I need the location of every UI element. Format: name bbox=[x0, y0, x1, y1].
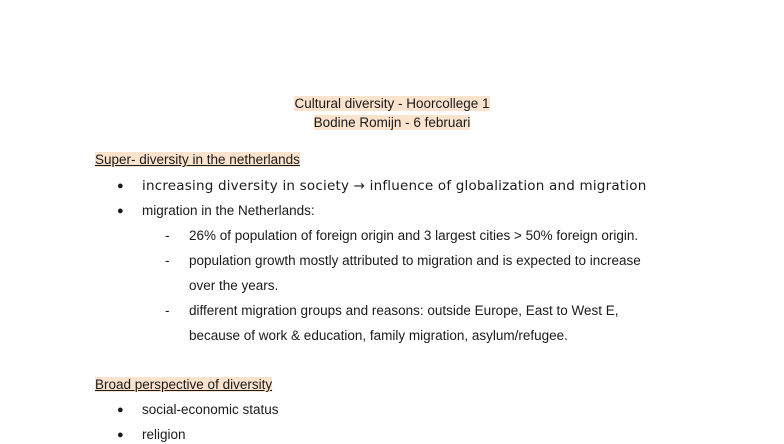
dash-icon: - bbox=[165, 303, 170, 318]
sub-list-item-text: population growth mostly attributed to migration and is expected to increase bbox=[189, 253, 641, 268]
section-heading-text: Broad perspective of diversity bbox=[95, 377, 273, 392]
bullet-icon: ● bbox=[117, 404, 124, 416]
section-heading-text: Super- diversity in the netherlands bbox=[95, 152, 300, 167]
section-heading-broad-perspective bbox=[95, 376, 272, 394]
section-heading-super-diversity bbox=[95, 151, 300, 169]
document-title: Cultural diversity - Hoorcollege 1 bbox=[294, 96, 490, 111]
list-item-text: migration in the Netherlands: bbox=[142, 203, 315, 218]
list-item-text: increasing diversity in society → influence of globalization and migration bbox=[142, 178, 647, 194]
list-item-text: social-economic status bbox=[142, 402, 279, 417]
bullet-icon: ● bbox=[117, 180, 124, 192]
list-item-text: religion bbox=[142, 427, 186, 442]
dash-icon: - bbox=[165, 253, 170, 268]
sub-list-item-text-continued: over the years. bbox=[189, 278, 279, 293]
sub-list-item-text: 26% of population of foreign origin and 3 largest cities > 50% foreign origin. bbox=[189, 228, 639, 243]
sub-list-item-text-continued: because of work & education, family migration, asylum/refugee. bbox=[189, 328, 568, 343]
document-title-block bbox=[0, 94, 784, 132]
bullet-icon: ● bbox=[117, 205, 124, 217]
sub-list-item-text: different migration groups and reasons: outside Europe, East to West E, bbox=[189, 303, 619, 318]
bullet-icon: ● bbox=[117, 429, 124, 441]
dash-icon: - bbox=[165, 228, 170, 243]
document-subtitle: Bodine Romijn - 6 februari bbox=[313, 115, 471, 130]
